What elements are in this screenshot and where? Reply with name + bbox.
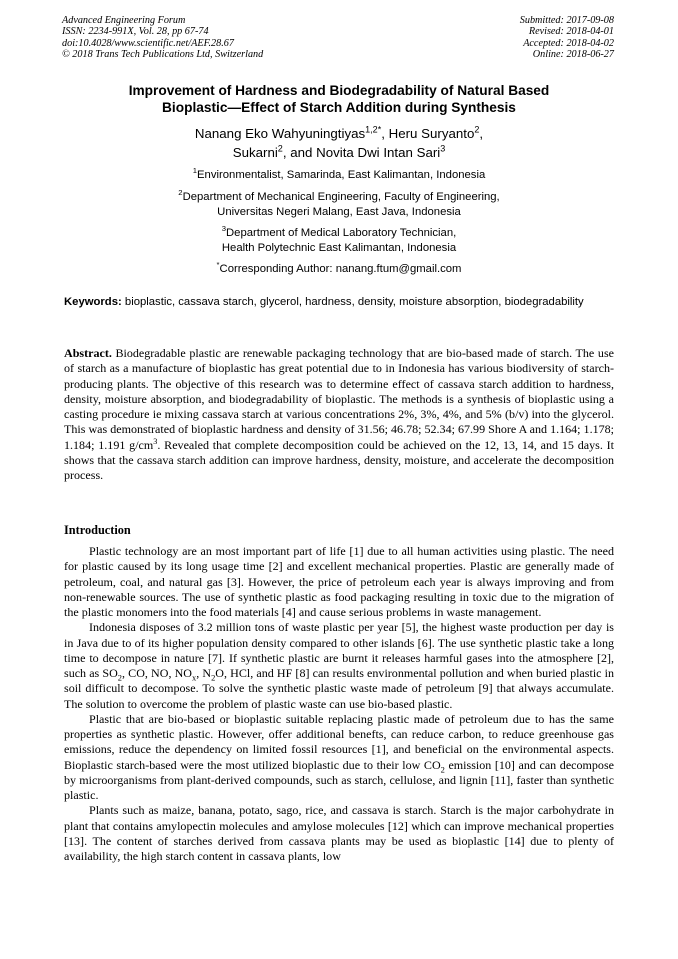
corresponding-author (66, 262, 612, 277)
affiliation-2 (66, 190, 612, 220)
issn-line: ISSN: 2234-991X, Vol. 28, pp 67-74 (62, 26, 209, 38)
affiliation-3-line-2: Health Polytechnic East Kalimantan, Indonesia (221, 242, 457, 254)
author-line-2: Sukarni$^2$, and Novita Dwi Intan Sari$^3$ (232, 143, 446, 160)
author-1-sup: 1,2* (365, 124, 382, 135)
affiliation-3-sup: 3 (221, 224, 227, 234)
author-4: and Novita Dwi Intan Sari (290, 145, 441, 160)
author-3-sup: 2 (277, 143, 283, 154)
author-4-sup: 3 (440, 143, 446, 154)
author-2: Heru Suryanto (388, 126, 475, 141)
author-3: Sukarni (232, 145, 278, 160)
keywords-label: Keywords: (64, 296, 122, 308)
title-line-2: Bioplastic—Effect of Starch Addition during Synthesis (162, 100, 516, 115)
corresponding-sup: * (216, 260, 220, 270)
p3-text-b: emission [10] and can decompose by microorganisms from plant-derived compounds, such as starch, cellulose, and lignin [11], faster than synthetic plastic. (64, 757, 614, 802)
affiliation-2-sup: 2 (178, 188, 183, 198)
author-2-sup: 2 (474, 124, 480, 135)
abstract (64, 346, 614, 484)
affiliation-1 (66, 168, 612, 183)
affiliation-2-line-1: Department of Mechanical Engineering, Faculty of Engineering, (182, 191, 500, 203)
accepted-date: Accepted: 2018-04-02 (523, 37, 614, 49)
keywords-text: bioplastic, cassava starch, glycerol, hardness, density, moisture absorption, biodegradability (124, 296, 584, 308)
p2-sub-2: x (192, 672, 197, 683)
online-date: Online: 2018-06-27 (532, 49, 614, 61)
author-1: Nanang Eko Wahyuningtiyas (194, 126, 366, 141)
intro-paragraph-2 (64, 620, 614, 712)
doi-line: doi:10.4028/www.scientific.net/AEF.28.67 (62, 37, 234, 49)
journal-name: Advanced Engineering Forum (62, 15, 186, 26)
intro-paragraph-3 (64, 712, 614, 804)
p3-sub: 2 (440, 763, 445, 774)
affiliation-3 (66, 226, 612, 256)
affiliation-3-line-1: Department of Medical Laboratory Technician, (226, 227, 457, 239)
abstract-sup: 3 (153, 436, 158, 446)
affiliation-1-text: Environmentalist, Samarinda, East Kalimantan, Indonesia (197, 169, 486, 181)
p2-sub-1: 2 (117, 672, 123, 683)
abstract-text-2: . Revealed that complete decomposition could be achieved on the 12, 13, 14, and 15 days. It shows that the cassava starch addition can improve hardness, density, moisture, and accelerate the decomposition process. (64, 437, 614, 483)
publication-dates (374, 15, 614, 61)
p2-text-a: Indonesia disposes of 3.2 million tons of waste plastic per year [5], the highest waste production per day is in Java due to of its higher population density compared to other islands [6]. The use synthetic plastic take a long time to decompose in nature [7]. If synthetic plastic are burnt it releases harmful gases into the atmosphere [2], such as SO (64, 620, 614, 680)
intro-paragraph-1: Plastic technology are an most important part of life [1] due to all human activities using plastic. The need for plastic caused by its long usage time [2] and excellent mechanical properties. Plastic are generally made of petroleum, coal, and natural gas [3]. However, the price of petroleum each year is always improving and from non-renewable sources. The use of synthetic plastic as food packaging resulting in toxic due to the migration of the plastic monomers into the food materials [4] and cause serious problems in waste management. (64, 544, 614, 619)
p2-text-c: , N (196, 666, 212, 680)
author-list (66, 124, 612, 162)
p2-sub-3: 2 (211, 672, 216, 683)
revised-date: Revised: 2018-04-01 (528, 26, 614, 38)
keywords (64, 295, 614, 309)
paper-title (66, 82, 612, 116)
introduction-heading: Introduction (64, 523, 131, 537)
affiliation-2-line-2: Universitas Negeri Malang, East Java, Indonesia (217, 206, 461, 218)
journal-info (62, 15, 362, 61)
intro-paragraph-4: Plants such as maize, banana, potato, sago, rice, and cassava is starch. Starch is the major carbohydrate in plant that contains amylopectin molecules and amylose molecules [12] which can improve mechanical properties [13]. The content of starches derived from cassava plants may be used as bioplastic [14] due to plenty of availability, the high starch content in cassava plants, low (64, 803, 614, 863)
abstract-text-1: Biodegradable plastic are renewable packaging technology that are bio-based made of starch. The use of starch as a manufacture of bioplastic has great potential due to in Indonesia has various biodiversity of starch-producing plants. The objective of this research was to determine effect of cassava starch addition to hardness, density, moisture absorption, and biodegradability of bioplastic. The methods is a synthesis of bioplastic using a casting procedure ie mixing cassava starch at various concentrations 2%, 3%, 4%, and 5% (b/v) into the glycerol. This was demonstrated of bioplastic hardness and density of 31.56; 46.78; 52.34; 67.99 Shore A and 1.164; 1.178; 1.184; 1.191 g/cm (64, 346, 614, 452)
introduction-body (64, 544, 614, 864)
abstract-label: Abstract. (64, 346, 112, 360)
author-line-1: Nanang Eko Wahyuningtiyas$^{1,2*}$, Heru Suryanto$^2$, (194, 124, 484, 141)
submitted-date: Submitted: 2017-09-08 (519, 15, 614, 26)
p2-text-b: , CO, NO, NO (122, 666, 192, 680)
copyright-line: © 2018 Trans Tech Publications Ltd, Switzerland (62, 49, 264, 61)
p3-text-a: Plastic that are bio-based or bioplastic suitable replacing plastic made of petroleum due to has the same properties as synthetic plastic. However, offer additional benefts, can reduce carbon, to reduce greenhouse gas emissions, reduce the dependency on limited fossil resources [1], and beneficial on the environmental aspects. Bioplastic starch-based were the most utilized bioplastic due to their low CO (64, 711, 614, 772)
affiliation-1-sup: 1 (192, 166, 198, 176)
p2-text-d: O, HCl, and HF [8] can results environmental pollution and when buried plastic in soil difficult to decompose. To solve the synthetic plastic waste made of petroleum [9] that always accumulate. The solution to overcome the problem of plastic waste can use bio-based plastic. (64, 666, 615, 711)
corresponding-text: Corresponding Author: nanang.ftum@gmail.com (219, 263, 462, 275)
title-line-1: Improvement of Hardness and Biodegradability of Natural Based (128, 83, 550, 98)
